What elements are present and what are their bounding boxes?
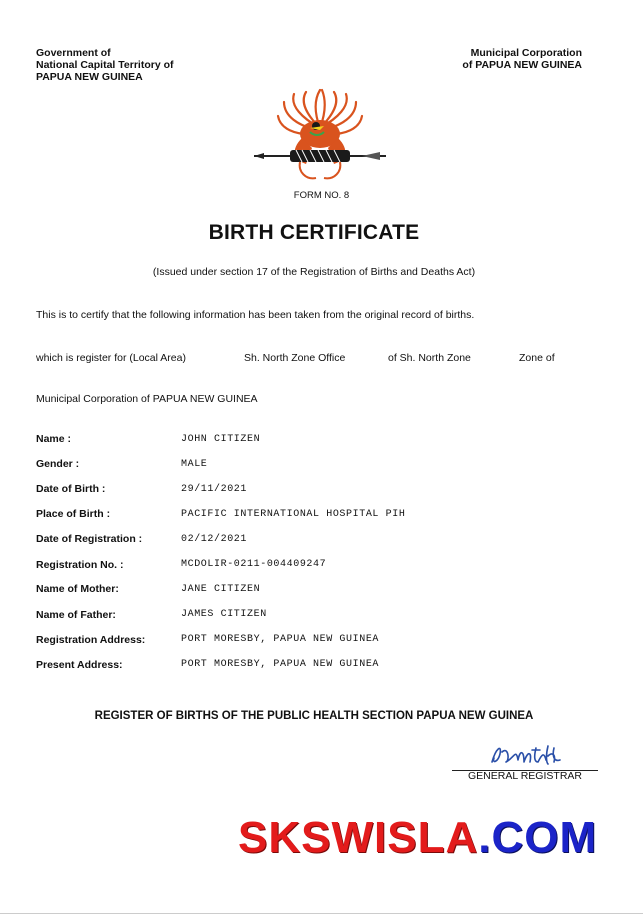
general-registrar-label: GENERAL REGISTRAR bbox=[468, 770, 582, 782]
field-value-present-address: PORT MORESBY, PAPUA NEW GUINEA bbox=[181, 659, 380, 670]
watermark-name: SKSWISLA bbox=[238, 813, 479, 862]
header-right-line: Municipal Corporation bbox=[470, 47, 582, 59]
area-row-local-area: which is register for (Local Area) bbox=[36, 352, 186, 364]
field-label-registration-address: Registration Address: bbox=[36, 634, 146, 646]
field-label-registration-no: Registration No. : bbox=[36, 559, 124, 571]
field-label-present-address: Present Address: bbox=[36, 659, 123, 671]
watermark bbox=[238, 813, 597, 863]
field-value-date-of-registration: 02/12/2021 bbox=[181, 534, 248, 545]
header-government bbox=[36, 47, 174, 83]
field-value-registration-no: MCDOLIR-0211-004409247 bbox=[181, 559, 327, 570]
municipal-statement: Municipal Corporation of PAPUA NEW GUINEA bbox=[36, 393, 258, 405]
field-label-gender: Gender : bbox=[36, 458, 80, 470]
area-row-zone-of: Zone of bbox=[519, 352, 555, 364]
field-label-name: Name : bbox=[36, 433, 72, 445]
field-label-mother: Name of Mother: bbox=[36, 583, 119, 595]
field-value-father: JAMES CITIZEN bbox=[181, 609, 267, 620]
signature-icon bbox=[488, 740, 568, 770]
area-row-office: Sh. North Zone Office bbox=[244, 352, 346, 364]
header-left-line: PAPUA NEW GUINEA bbox=[36, 71, 143, 83]
field-label-date-of-registration: Date of Registration : bbox=[36, 533, 143, 545]
bird-of-paradise-emblem-icon bbox=[250, 88, 390, 186]
field-value-place-of-birth: PACIFIC INTERNATIONAL HOSPITAL PIH bbox=[181, 509, 406, 520]
certify-statement: This is to certify that the following information has been taken from the original record of births. bbox=[36, 309, 475, 321]
register-statement: REGISTER OF BIRTHS OF THE PUBLIC HEALTH SECTION PAPUA NEW GUINEA bbox=[94, 710, 534, 722]
field-value-gender: MALE bbox=[181, 459, 208, 470]
header-right-line: of PAPUA NEW GUINEA bbox=[462, 59, 582, 71]
field-label-place-of-birth: Place of Birth : bbox=[36, 508, 111, 520]
header-left-line: Government of bbox=[36, 47, 111, 59]
certificate-subtitle: (Issued under section 17 of the Registration of Births and Deaths Act) bbox=[152, 266, 476, 278]
certificate-title: BIRTH CERTIFICATE bbox=[208, 221, 420, 244]
header-left-line: National Capital Territory of bbox=[36, 59, 174, 71]
header-municipal bbox=[462, 47, 582, 71]
field-value-date-of-birth: 29/11/2021 bbox=[181, 484, 248, 495]
form-number: FORM NO. 8 bbox=[293, 190, 350, 201]
field-value-mother: JANE CITIZEN bbox=[181, 584, 261, 595]
watermark-domain: .COM bbox=[478, 813, 598, 862]
area-row-zone: of Sh. North Zone bbox=[388, 352, 471, 364]
field-value-registration-address: PORT MORESBY, PAPUA NEW GUINEA bbox=[181, 634, 380, 645]
field-label-date-of-birth: Date of Birth : bbox=[36, 483, 106, 495]
field-value-name: JOHN CITIZEN bbox=[181, 434, 261, 445]
page-bottom-divider bbox=[0, 913, 643, 914]
field-label-father: Name of Father: bbox=[36, 609, 116, 621]
